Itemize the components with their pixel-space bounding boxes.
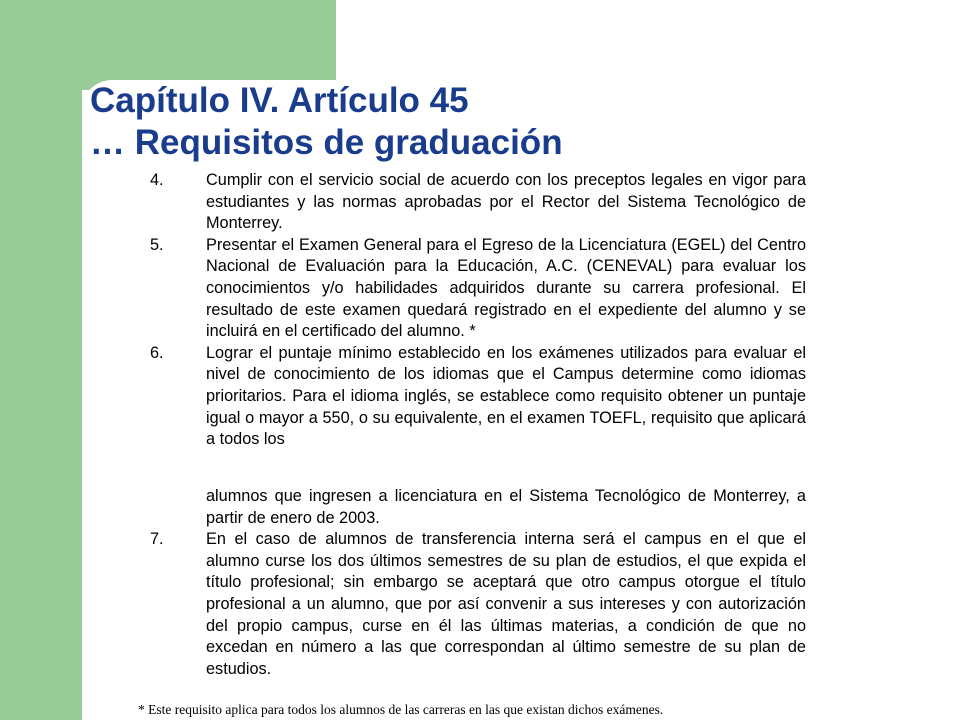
requirement-item-4 [150, 170, 806, 235]
slide-title [90, 80, 563, 164]
item-text: Presentar el Examen General para el Egreso de la Licenciatura (EGEL) del Centro Nacional de Evaluación para la Educación, A.C. (CENEVAL) para evaluar los conocimientos y/o habilidades adquiridos durante su carrera profesional. El resultado de este examen quedará registrado en el expediente del alumno y se incluirá en el certificado del alumno. * [206, 235, 806, 341]
item-text: Cumplir con el servicio social de acuerdo con los preceptos legales en vigor para estudiantes y las normas aprobadas por el Rector del Sistema Tecnológico de Monterrey. [206, 171, 806, 233]
green-accent-sidebar [0, 0, 82, 720]
requirement-item-6 [150, 343, 806, 451]
item-text: alumnos que ingresen a licenciatura en el Sistema Tecnológico de Monterrey, a partir de enero de 2003. [206, 487, 806, 527]
requirement-item-5 [150, 235, 806, 343]
footnote: * Este requisito aplica para todos los alumnos de las carreras en las que existan dichos exámenes. [138, 702, 664, 717]
requirements-list-part-1 [150, 170, 806, 469]
item-number: 6. [150, 343, 164, 362]
requirement-item-6-continuation [150, 486, 806, 529]
title-line-1: Capítulo IV. Artículo 45 [90, 81, 469, 120]
requirement-item-7 [150, 529, 806, 680]
title-line-2: … Requisitos de graduación [90, 123, 563, 162]
item-text: Lograr el puntaje mínimo establecido en los exámenes utilizados para evaluar el nivel de conocimiento de los idiomas que el Campus determine como idiomas prioritarios. Para el idioma inglés, se establece como requisito obtener un puntaje igual o mayor a 550, o su equivalente, en el examen TOEFL, requisito que aplicará a todos los [206, 343, 806, 449]
item-text: En el caso de alumnos de transferencia interna será el campus en el que el alumno curse los dos últimos semestres de su plan de estudios, el que expida el título profesional; sin embargo se aceptará que otro campus otorgue el título profesional a un alumno, que por así convenir a sus intereses y con autorización del propio campus, curse en él las últimas materias, a condición de que no excedan en número a las que correspondan al último semestre de su plan de estudios. [206, 530, 806, 678]
item-number: 7. [150, 530, 164, 549]
item-number: 5. [150, 235, 164, 254]
item-number: 4. [150, 171, 164, 189]
requirements-list-part-2 [150, 486, 806, 680]
